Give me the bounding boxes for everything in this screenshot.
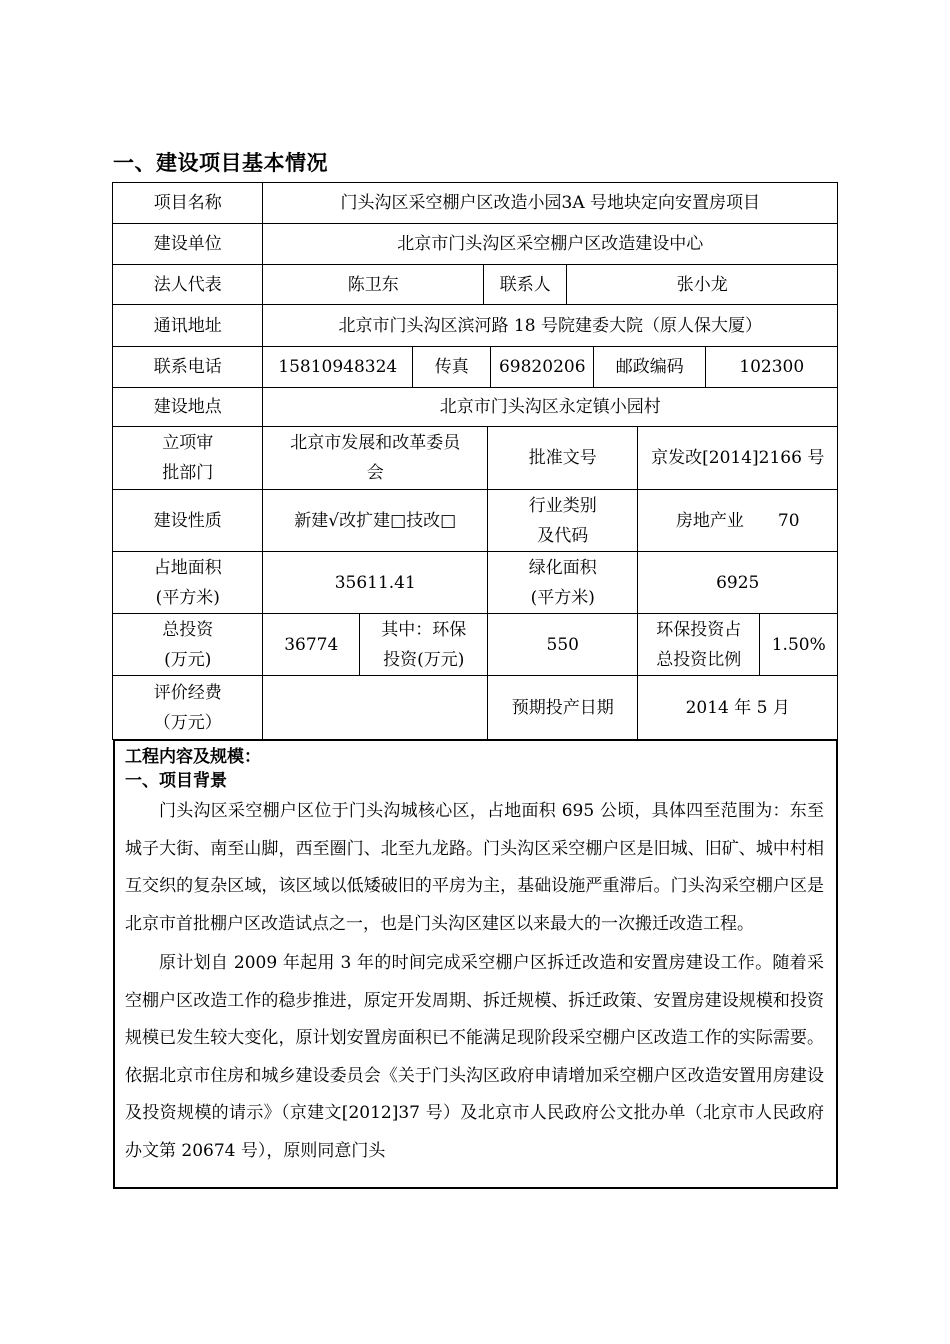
industry-value: 房地产业 70 — [637, 489, 838, 552]
env-invest-label: 其中：环保 投资(万元) — [359, 613, 488, 676]
legal-rep-value: 陈卫东 — [262, 264, 484, 305]
env-ratio-label: 环保投资占 总投资比例 — [637, 613, 760, 676]
project-name-value: 门头沟区采空棚户区改造小园3A 号地块定向安置房项目 — [262, 182, 838, 224]
eval-fee-value — [262, 675, 488, 740]
phone-value: 15810948324 — [262, 346, 413, 388]
approval-no-value: 京发改[2014]2166 号 — [637, 426, 838, 490]
land-area-value: 35611.41 — [262, 551, 488, 614]
fax-label: 传真 — [412, 346, 491, 388]
contact-value: 张小龙 — [566, 264, 838, 305]
production-date-label: 预期投产日期 — [487, 675, 638, 740]
production-date-value: 2014 年 5 月 — [637, 675, 838, 740]
postcode-value: 102300 — [705, 346, 838, 388]
project-content-section — [113, 739, 838, 1189]
industry-label: 行业类别 及代码 — [487, 489, 638, 552]
eval-fee-label: 评价经费 （万元） — [112, 675, 263, 740]
env-ratio-value: 1.50% — [759, 613, 838, 676]
nature-value: 新建√改扩建□技改□ — [262, 489, 488, 552]
approval-dept-value: 北京市发展和改革委员 会 — [262, 426, 488, 490]
address-label: 通讯地址 — [112, 304, 263, 347]
site-label: 建设地点 — [112, 387, 263, 427]
legal-rep-label: 法人代表 — [112, 264, 263, 305]
land-area-label: 占地面积 (平方米) — [112, 551, 263, 614]
background-paragraph-1: 门头沟区采空棚户区位于门头沟城核心区，占地面积 695 公顷，具体四至范围为：东至城子大街、南至山脚，西至圈门、北至九龙路。门头沟区采空棚户区是旧城、旧矿、城中村相互交织的复杂区域，该区域以低矮破旧的平房为主，基础设施严重滞后。门头沟采空棚户区是北京市首批棚户区改造试点之一，也是门头沟区建区以来最大的一次搬迁改造工程。 — [125, 801, 824, 934]
project-name-label: 项目名称 — [112, 182, 263, 224]
builder-label: 建设单位 — [112, 223, 263, 265]
green-area-value: 6925 — [637, 551, 838, 614]
phone-label: 联系电话 — [112, 346, 263, 388]
background-subheading: 一、项目背景 — [125, 771, 227, 791]
approval-no-label: 批准文号 — [487, 426, 638, 490]
env-invest-value: 550 — [487, 613, 638, 676]
background-paragraph-2: 原计划自 2009 年起用 3 年的时间完成采空棚户区拆迁改造和安置房建设工作。随着采空棚户区改造工作的稳步推进，原定开发周期、拆迁规模、拆迁政策、安置房建设规模和投资规模已发生较大变化，原计划安置房面积已不能满足现阶段采空棚户区改造工作的实际需要。依据北京市住房和城乡建设委员会《关于门头沟区政府申请增加采空棚户区改造安置用房建设及投资规模的请示》（京建文[2012]37 号）及北京市人民政府公文批办单（北京市人民政府办文第 20674 号），原则同意门头 — [125, 953, 824, 1161]
content-heading: 工程内容及规模： — [125, 747, 261, 767]
total-invest-value: 36774 — [262, 613, 360, 676]
builder-value: 北京市门头沟区采空棚户区改造建设中心 — [262, 223, 838, 265]
nature-label: 建设性质 — [112, 489, 263, 552]
contact-label: 联系人 — [483, 264, 567, 305]
postcode-label: 邮政编码 — [593, 346, 706, 388]
approval-dept-label: 立项审 批部门 — [112, 426, 263, 490]
site-value: 北京市门头沟区永定镇小园村 — [262, 387, 838, 427]
address-value: 北京市门头沟区滨河路 18 号院建委大院（原人保大厦） — [262, 304, 838, 347]
fax-value: 69820206 — [490, 346, 594, 388]
total-invest-label: 总投资 (万元) — [112, 613, 263, 676]
section-title: 一、建设项目基本情况 — [113, 151, 328, 175]
green-area-label: 绿化面积 (平方米) — [487, 551, 638, 614]
